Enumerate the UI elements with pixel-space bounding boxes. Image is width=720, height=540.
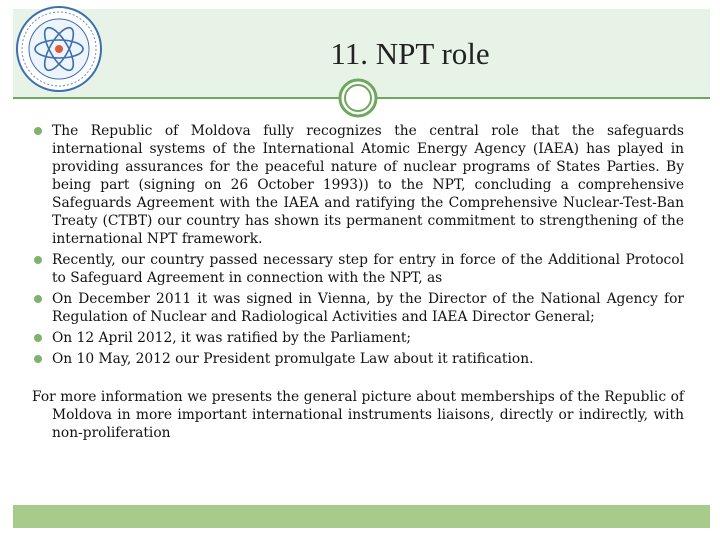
bullet-text: On December 2011 it was signed in Vienna, by the Director of the National Agency for Regulation of Nuclear and Radiological Activities and IAEA Director General; bbox=[52, 291, 684, 325]
page-title: 11. NPT role bbox=[330, 36, 490, 71]
bullet-list bbox=[32, 122, 684, 368]
ring-ornament-icon bbox=[338, 78, 378, 118]
list-item bbox=[32, 122, 684, 248]
bullet-text: The Republic of Moldova fully recognizes the central role that the safeguards international systems of the International Atomic Energy Agency (IAEA) has played in providing assurances for the peaceful nature of nuclear programs of States Parties. By being part (signing on 26 October 1993)) to the NPT, concluding a comprehensive Safeguards Agreement with the IAEA and ratifying the Comprehensive Nuclear-Test-Ban Treaty (CTBT) our country has shown its permanent commitment to strengthening of the international NPT framework. bbox=[52, 123, 684, 247]
bullet-dot-icon bbox=[34, 355, 42, 363]
list-item bbox=[32, 350, 684, 368]
list-item bbox=[32, 290, 684, 326]
bullet-text: On 12 April 2012, it was ratified by the Parliament; bbox=[52, 330, 412, 346]
footer-band bbox=[13, 505, 710, 528]
slide-content bbox=[32, 122, 684, 456]
footer-paragraph: For more information we presents the general picture about memberships of the Republic of Moldova in more important international instruments liaisons, directly or indirectly, with non-proliferation bbox=[32, 389, 684, 441]
bullet-text: Recently, our country passed necessary step for entry in force of the Additional Protocol to Safeguard Agreement in connection with the NPT, as bbox=[52, 252, 684, 286]
bullet-dot-icon bbox=[34, 334, 42, 342]
bullet-text: On 10 May, 2012 our President promulgate Law about it ratification. bbox=[52, 351, 534, 367]
bullet-dot-icon bbox=[34, 127, 42, 135]
atom-emblem-icon bbox=[14, 4, 104, 94]
list-item bbox=[32, 251, 684, 287]
list-item bbox=[32, 329, 684, 347]
bullet-dot-icon bbox=[34, 295, 42, 303]
bullet-dot-icon bbox=[34, 256, 42, 264]
